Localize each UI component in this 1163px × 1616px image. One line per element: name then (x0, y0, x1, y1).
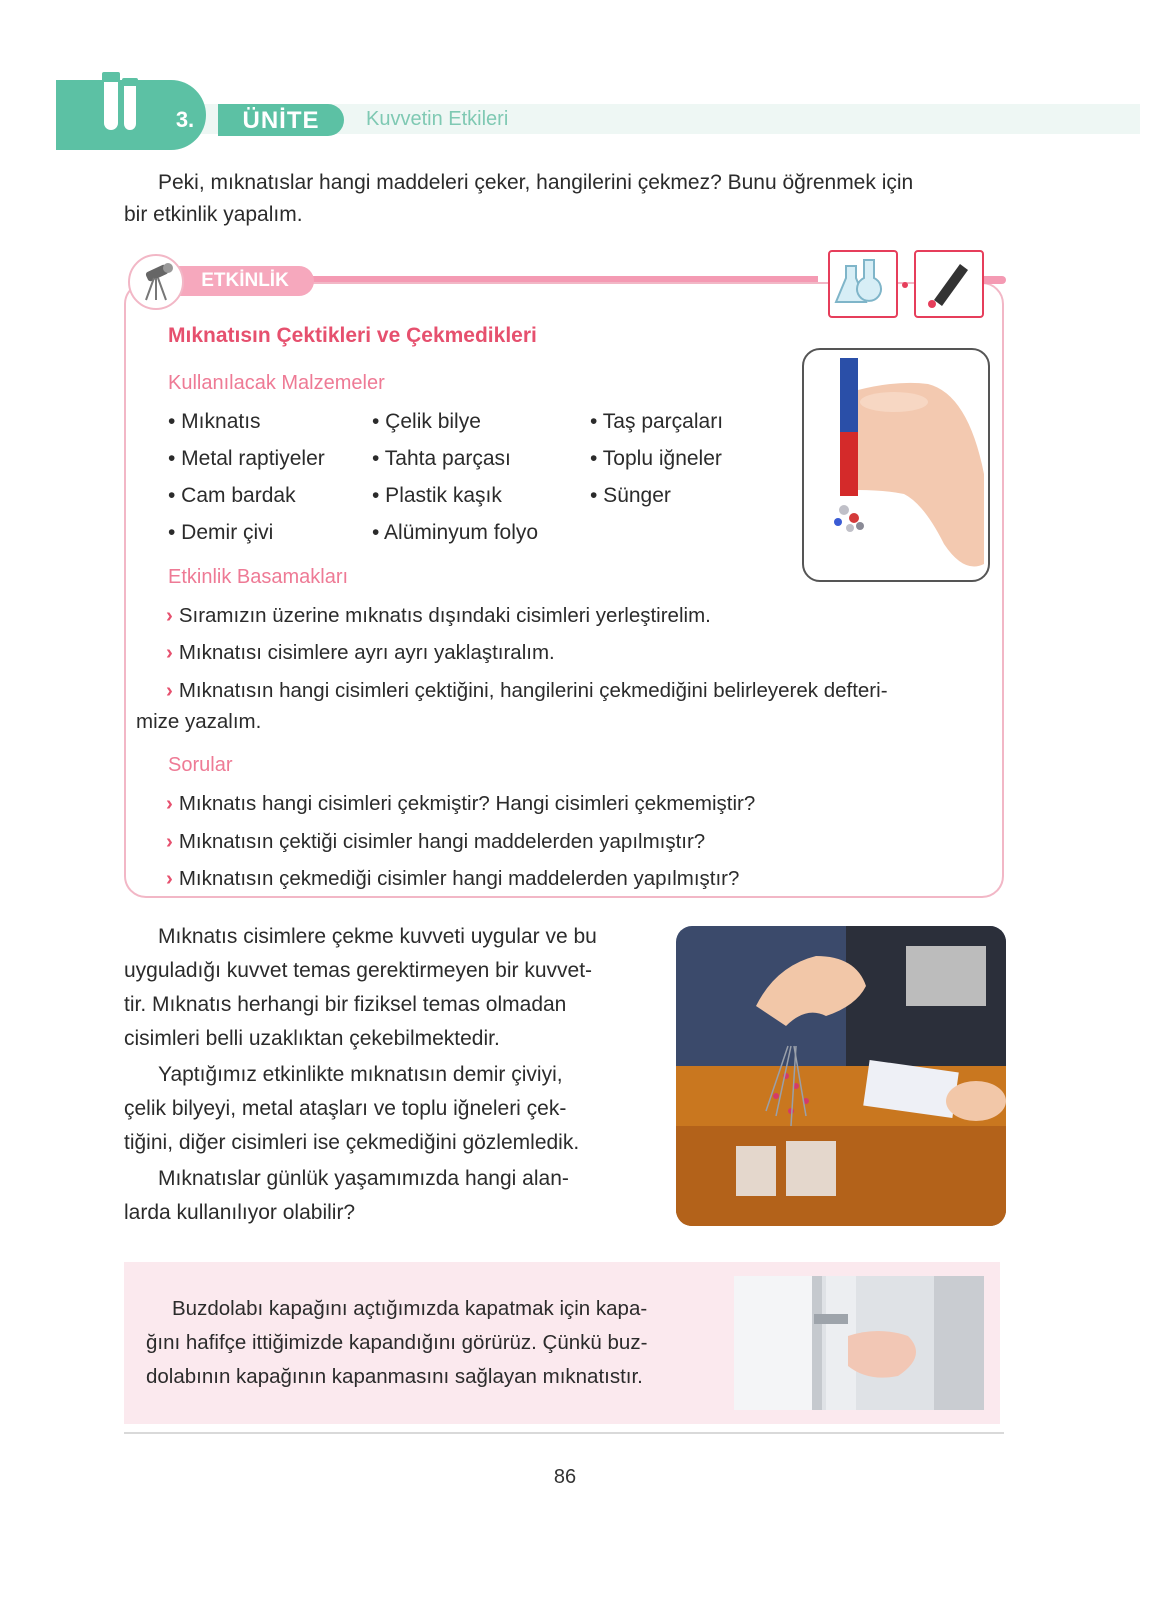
body-paragraph-1 (124, 920, 642, 1056)
activity-title: Mıknatısın Çektikleri ve Çekmedikleri (168, 324, 537, 347)
text-line: çelik bilyeyi, metal ataşları ve toplu iğneleri çek- (124, 1097, 567, 1120)
material-item: • Cam bardak (168, 484, 296, 507)
body-paragraph-2 (124, 1058, 642, 1160)
material-item: • Metal raptiyeler (168, 447, 325, 470)
pen-tool-box (914, 250, 984, 318)
body-paragraph-3 (124, 1162, 642, 1230)
question-text: Mıknatısın çektiği cisimler hangi maddelerden yapılmıştır? (178, 830, 706, 853)
question-text: Mıknatıs hangi cisimleri çekmiştir? Hangi cisimleri çekmemiştir? (178, 792, 756, 815)
materials-column-3 (590, 403, 723, 514)
unit-label: ÜNİTE (218, 104, 344, 136)
step-item (166, 634, 555, 671)
question-item (166, 823, 705, 860)
text-line: Mıknatıslar günlük yaşamımızda hangi alan- (158, 1167, 569, 1190)
magnet-photo (802, 348, 990, 582)
step-item (166, 672, 888, 709)
step-text: Mıknatısı cisimlere ayrı ayrı yaklaştıralım. (178, 641, 555, 664)
footer-divider (124, 1432, 1004, 1434)
test-tube-cap (122, 78, 138, 86)
text-line: tiğini, diğer cisimleri ise çekmediğini gözlemledik. (124, 1131, 580, 1154)
activity-badge: ETKİNLİK (176, 266, 314, 296)
test-tube-cap (102, 72, 120, 82)
material-item: • Plastik kaşık (372, 484, 502, 507)
text-line: Yaptığımız etkinlikte mıknatısın demir çiviyi, (158, 1063, 563, 1086)
activity-emblem (128, 254, 184, 310)
page-number: 86 (553, 1466, 577, 1488)
materials-heading: Kullanılacak Malzemeler (168, 372, 385, 394)
text-line: uyguladığı kuvvet temas gerektirmeyen bir kuvvet- (124, 959, 593, 982)
text-line: Mıknatıs cisimlere çekme kuvveti uygular ve bu (158, 925, 597, 948)
fridge-door-illustration (734, 1276, 984, 1410)
tool-separator-dot (902, 282, 908, 288)
material-item: • Toplu iğneler (590, 447, 722, 470)
step-text: Sıramızın üzerine mıknatıs dışındaki cisimleri yerleştirelim. (178, 604, 711, 627)
text-line: cisimleri belli uzaklıktan çekebilmektedir. (124, 1027, 500, 1050)
material-item: • Tahta parçası (372, 447, 511, 470)
material-item: • Alüminyum folyo (372, 521, 539, 544)
materials-column-2 (372, 403, 538, 551)
telescope-icon (130, 256, 182, 308)
steps-heading: Etkinlik Basamakları (168, 566, 349, 588)
text-line: ğını hafifçe ittiğimizde kapandığını görürüz. Çünkü buz- (146, 1331, 648, 1354)
pen-icon (916, 252, 982, 316)
chevron-right-icon: › (166, 830, 173, 853)
flask-tool-box (828, 250, 898, 318)
step-item (166, 597, 711, 634)
question-item (166, 860, 739, 897)
bar-magnet-illustration (804, 350, 988, 580)
info-text (146, 1292, 706, 1394)
text-line: larda kullanılıyor olabilir? (124, 1201, 356, 1224)
materials-column-1 (168, 403, 325, 551)
step-text-continued: mize yazalım. (136, 710, 262, 733)
intro-line-2: bir etkinlik yapalım. (124, 203, 303, 226)
text-line: Buzdolabı kapağını açtığımızda kapatmak için kapa- (172, 1297, 648, 1320)
chevron-right-icon: › (166, 641, 173, 664)
intro-line-1: Peki, mıknatıslar hangi maddeleri çeker, hangilerini çekmez? Bunu öğrenmek için (158, 171, 914, 194)
material-item: • Taş parçaları (590, 410, 724, 433)
material-item: • Sünger (590, 484, 671, 507)
flask-icon (830, 252, 896, 316)
test-tube-icon (124, 86, 136, 130)
chevron-right-icon: › (166, 679, 173, 702)
magnet-pins-photo (676, 926, 1006, 1226)
text-line: tir. Mıknatıs herhangi bir fiziksel temas olmadan (124, 993, 567, 1016)
test-tube-icon (104, 82, 118, 130)
question-text: Mıknatısın çekmediği cisimler hangi maddelerden yapılmıştır? (178, 867, 740, 890)
magnet-attracting-pins-illustration (676, 926, 1006, 1226)
activity-bar-end (984, 276, 1006, 284)
questions-heading: Sorular (168, 754, 233, 776)
unit-number: 3. (175, 107, 195, 132)
question-item (166, 785, 755, 822)
chevron-right-icon: › (166, 867, 173, 890)
material-item: • Demir çivi (168, 521, 274, 544)
material-item: • Çelik bilye (372, 410, 481, 433)
unit-title: Kuvvetin Etkileri (366, 108, 509, 130)
chevron-right-icon: › (166, 792, 173, 815)
fridge-photo (734, 1276, 984, 1410)
material-item: • Mıknatıs (168, 410, 261, 433)
text-line: dolabının kapağının kapanmasını sağlayan mıknatıstır. (146, 1365, 643, 1388)
step-text: Mıknatısın hangi cisimleri çektiğini, hangilerini çekmediğini belirleyerek defteri- (178, 679, 888, 702)
chevron-right-icon: › (166, 604, 173, 627)
